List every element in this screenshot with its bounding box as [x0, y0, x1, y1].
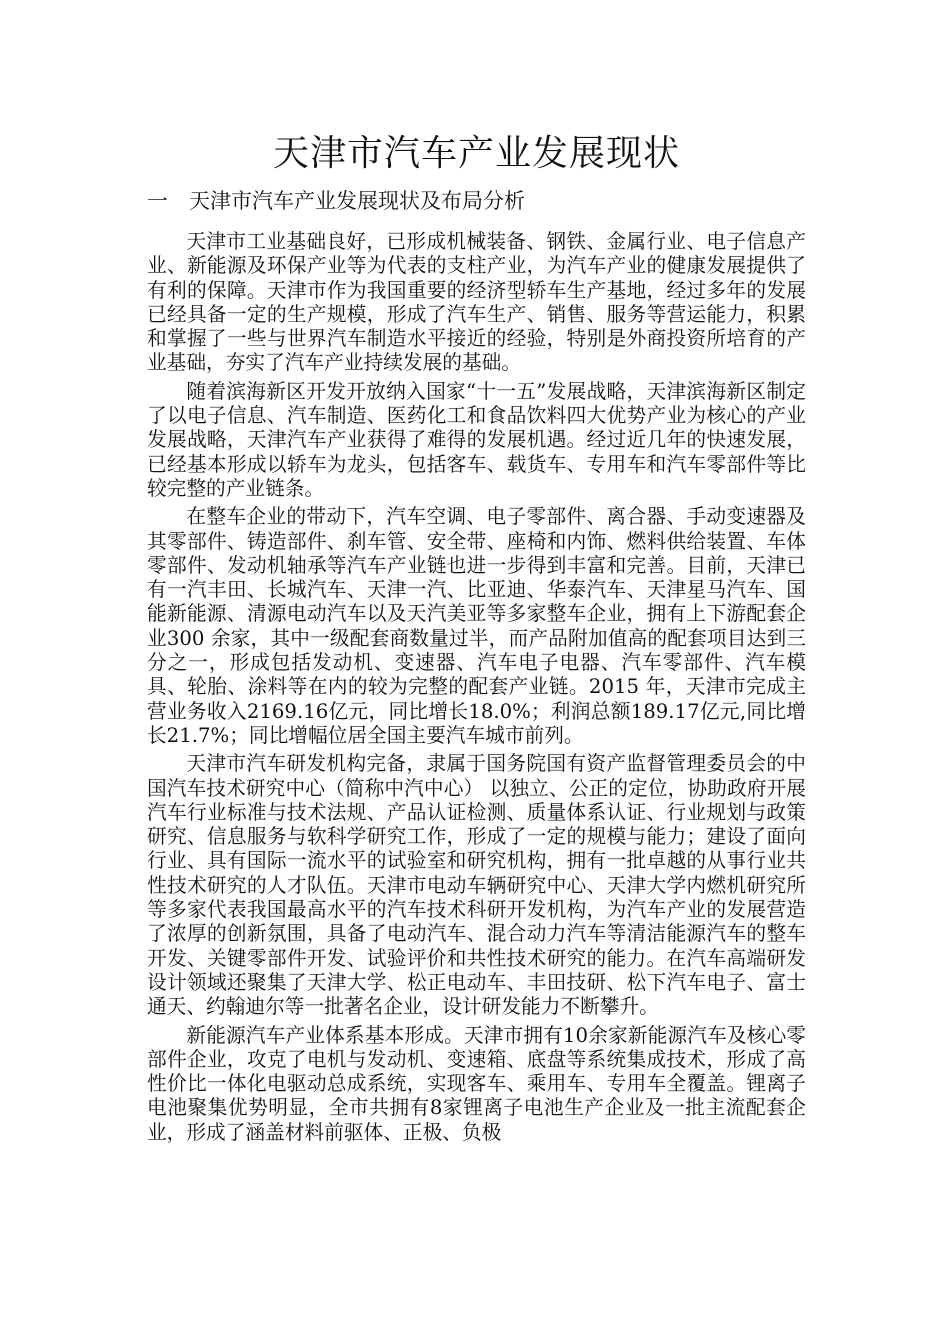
section-heading	[147, 186, 806, 216]
paragraph-new-energy: 新能源汽车产业体系基本形成。天津市拥有10余家新能源汽车及核心零部件企业，攻克了电机与发动机、变速箱、底盘等系统集成技术，形成了高性价比一体化电驱动总成系统，实现客车、乘用车、专用车全覆盖。锂离子电池聚集优势明显，全市共拥有8家锂离子电池生产企业及一批主流配套企业，形成了涵盖材料前驱体、正极、负极	[147, 1023, 806, 1144]
paragraph-supply-chain: 在整车企业的带动下，汽车空调、电子零部件、离合器、手动变速器及其零部件、铸造部件、刹车管、安全带、座椅和内饰、燃料供给装置、车体零部件、发动机轴承等汽车产业链也进一步得到丰富和完善。目前，天津已有一汽丰田、长城汽车、天津一汽、比亚迪、华泰汽车、天津星马汽车、国能新能源、清源电动汽车以及天汽美亚等多家整车企业，拥有上下游配套企业300 余家，其中一级配套商数量过半，而产品附加值高的配套项目达到三分之一，形成包括发动机、变速器、汽车电子电器、汽车零部件、汽车模具、轮胎、涂料等在内的较为完整的配套产业链。2015 年，天津市完成主营业务收入2169.16亿元，同比增长18.0%；利润总额189.17亿元,同比增长21.7%；同比增幅位居全国主要汽车城市前列。	[147, 505, 806, 747]
section-number: 一	[147, 189, 168, 213]
section-heading-text: 天津市汽车产业发展现状及布局分析	[189, 189, 525, 213]
document-page	[147, 0, 806, 1145]
document-title: 天津市汽车产业发展现状	[272, 133, 680, 174]
paragraph-research-institutions: 天津市汽车研发机构完备，隶属于国务院国有资产监督管理委员会的中国汽车技术研究中心（简称中汽中心） 以独立、公正的定位，协助政府开展汽车行业标准与技术法规、产品认证检测、质量体系认证、行业规划与政策研究、信息服务与软科学研究工作，形成了一定的规模与能力；建设了面向行业、具有国际一流水平的试验室和研究机构，拥有一批卓越的从事行业共性技术研究的人才队伍。天津市电动车辆研究中心、天津大学内燃机研究所等多家代表我国最高水平的汽车技术科研开发机构，为汽车产业的发展营造了浓厚的创新氛围，具备了电动汽车、混合动力汽车等清洁能源汽车的整车开发、关键零部件开发、试验评价和共性技术研究的能力。在汽车高端研发设计领域还聚集了天津大学、松正电动车、丰田技研、松下汽车电子、富士通天、约翰迪尔等一批著名企业，设计研发能力不断攀升。	[147, 752, 806, 1019]
paragraph-industrial-base: 天津市工业基础良好，已形成机械装备、钢铁、金属行业、电子信息产业、新能源及环保产业等为代表的支柱产业，为汽车产业的健康发展提供了有利的保障。天津市作为我国重要的经济型轿车生产基地，经过多年的发展已经具备一定的生产规模，形成了汽车生产、销售、服务等营运能力，积累和掌握了一些与世界汽车制造水平接近的经验，特别是外商投资所培育的产业基础，夯实了汽车产业持续发展的基础。	[147, 230, 806, 375]
paragraph-binhai-strategy: 随着滨海新区开发开放纳入国家“十一五”发展战略，天津滨海新区制定了以电子信息、汽车制造、医药化工和食品饮料四大优势产业为核心的产业发展战略，天津汽车产业获得了难得的发展机遇。经过近几年的快速发展，已经基本形成以轿车为龙头，包括客车、载货车、专用车和汽车零部件等比较完整的产业链条。	[147, 379, 806, 500]
